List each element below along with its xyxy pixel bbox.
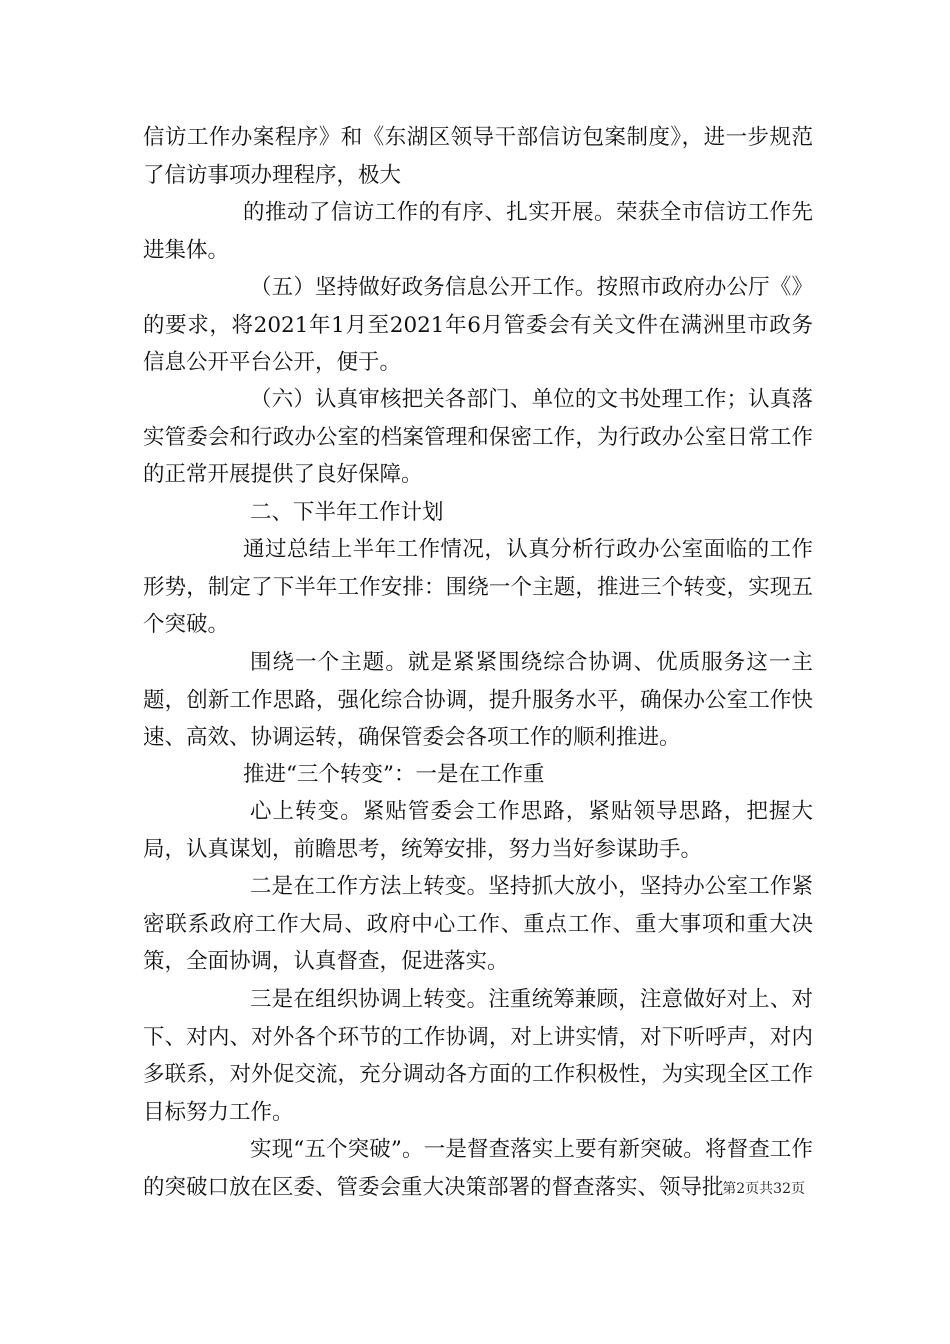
section-heading: 二、下半年工作计划 — [250, 500, 444, 525]
paragraph-6: 围绕一个主题。就是紧紧围绕综合协调、优质服务这一主题，创新工作思路，强化综合协调，提升服务水平，确保办公室工作快速、高效、协调运转，确保管委会各项工作的顺利推进。 — [143, 650, 813, 750]
paragraph-9: 二是在工作方法上转变。坚持抓大放小，坚持办公室工作紧密联系政府工作大局、政府中心工作、重点工作、重大事项和重大决策，全面协调，认真督查，促进落实。 — [143, 874, 813, 974]
paragraph-10: 三是在组织协调上转变。注重统筹兼顾，注意做好对上、对下、对内、对外各个环节的工作协调，对上讲实情，对下听呼声，对内多联系，对外促交流，充分调动各方面的工作积极性，为实现全区工作目标努力工作。 — [143, 987, 813, 1125]
paragraph-2: 的推动了信访工作的有序、扎实开展。荣获全市信访工作先进集体。 — [143, 200, 813, 263]
paragraph-5: 通过总结上半年工作情况，认真分析行政办公室面临的工作形势，制定了下半年工作安排：围绕一个主题，推进三个转变，实现五个突破。 — [143, 537, 813, 637]
page-number: 第2页共32页 — [722, 1181, 805, 1197]
paragraph-4: （六）认真审核把关各部门、单位的文书处理工作；认真落实管委会和行政办公室的档案管理和保密工作，为行政办公室日常工作的正常开展提供了良好保障。 — [143, 387, 813, 487]
paragraph-7: 推进“三个转变”：一是在工作重 — [243, 762, 545, 787]
paragraph-8: 心上转变。紧贴管委会工作思路，紧贴领导思路，把握大局，认真谋划，前瞻思考，统筹安排，努力当好参谋助手。 — [143, 799, 813, 862]
paragraph-11: 实现“五个突破”。一是督查落实上要有新突破。将督查工作的突破口放在区委、管委会重大决策部署的督查落实、领导批 — [143, 1137, 813, 1200]
paragraph-1: 信访工作办案程序》和《东湖区领导干部信访包案制度》，进一步规范了信访事项办理程序，极大 — [143, 125, 813, 188]
paragraph-3: （五）坚持做好政务信息公开工作。按照市政府办公厅《》的要求，将2021年1月至2021年6月管委会有关文件在满洲里市政务信息公开平台公开，便于。 — [143, 275, 813, 375]
